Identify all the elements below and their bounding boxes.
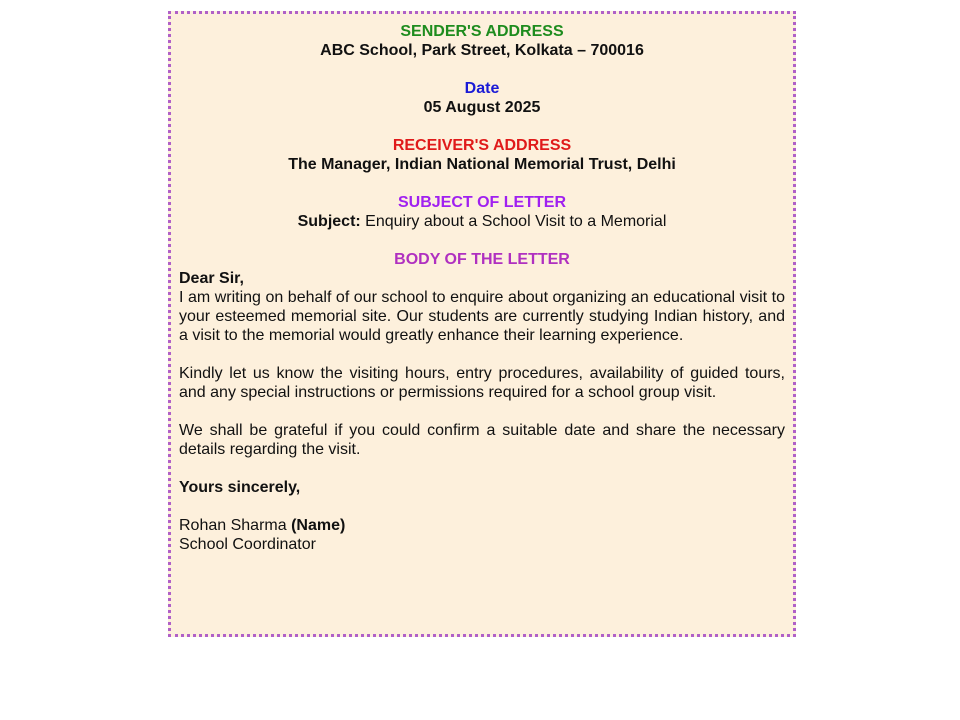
subject-line <box>179 212 785 231</box>
date-section <box>179 79 785 117</box>
subject-text: Enquiry about a School Visit to a Memorial <box>360 213 667 230</box>
body-heading: BODY OF THE LETTER <box>394 251 570 268</box>
body-paragraph-1: I am writing on behalf of our school to enquire about organizing an educational visit to your esteemed memorial site. Our students are currently studying Indian history, and a visit to the memorial would greatly enhance their learning experience. <box>179 289 785 344</box>
signer-name-label: (Name) <box>291 517 346 534</box>
salutation: Dear Sir, <box>179 270 244 287</box>
signer-name-line <box>179 516 785 535</box>
sender-heading: SENDER'S ADDRESS <box>400 23 564 40</box>
body-paragraph-2: Kindly let us know the visiting hours, entry procedures, availability of guided tours, and any special instructions or permissions required for a school group visit. <box>179 365 785 401</box>
date-heading: Date <box>464 80 500 97</box>
subject-section <box>179 193 785 231</box>
letter-card <box>168 11 796 637</box>
body-heading-section <box>179 250 785 269</box>
body-paragraph-3: We shall be grateful if you could confirm a suitable date and share the necessary details regarding the visit. <box>179 422 785 458</box>
sender-section <box>179 22 785 60</box>
signer-name: Rohan Sharma <box>179 517 292 534</box>
subject-heading: SUBJECT OF LETTER <box>397 194 566 211</box>
date-value: 05 August 2025 <box>423 99 541 116</box>
signer-title: School Coordinator <box>179 536 316 553</box>
receiver-address: The Manager, Indian National Memorial Trust, Delhi <box>288 156 676 173</box>
closing: Yours sincerely, <box>179 479 301 496</box>
receiver-section <box>179 136 785 174</box>
subject-label: Subject: <box>297 213 361 230</box>
sender-address: ABC School, Park Street, Kolkata – 700016 <box>320 42 644 59</box>
receiver-heading: RECEIVER'S ADDRESS <box>392 137 572 154</box>
